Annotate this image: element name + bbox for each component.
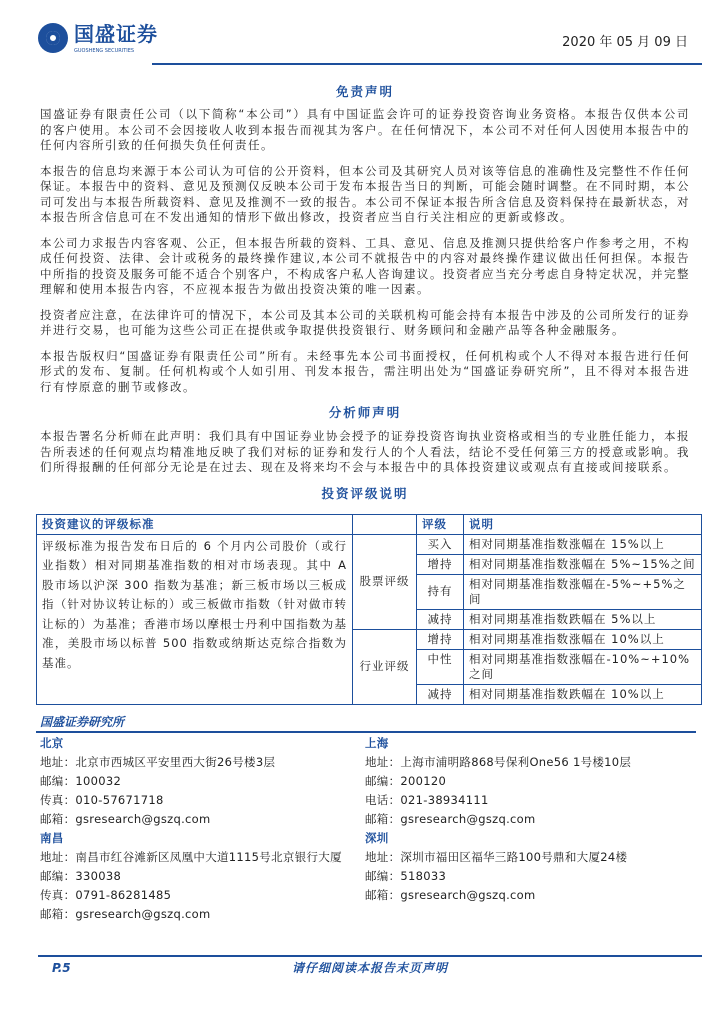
office-phone: 电话：021-38934111	[365, 793, 489, 807]
logo-icon	[38, 23, 68, 53]
office-beijing	[40, 734, 362, 829]
office-shenzhen	[365, 829, 687, 905]
disclaimer-paragraph: 本报告的信息均来源于本公司认为可信的公开资料，但本公司及其研究人员对该等信息的准确性及完整性不作任何保证。本报告中的资料、意见及预测仅反映本公司于发布本报告当日的判断，可能会随时调整。在不同时期，本公司可发出与本报告所载资料、意见及推测不一致的报告。本公司不保证本报告所含信息及资料保持在最新状态，对本报告所含信息可在不发出通知的情形下做出修改，投资者应当自行关注相应的更新或修改。	[40, 163, 690, 224]
footer-divider	[38, 955, 702, 957]
header-divider	[152, 63, 702, 65]
rating-criteria: 评级标准为报告发布日后的 6 个月内公司股价（或行业指数）相对同期基准指数的相对市场表现。其中 A 股市场以沪深 300 指数为基准；新三板市场以三板成指（针对协议转让标的）或三板做市指数（针对做市转让标的）为基准；香港市场以摩根士丹利中国指数为基准，美股市场以标普 500 指数或纳斯达克综合指数为基准。	[37, 534, 353, 704]
group-label: 行业评级	[353, 629, 417, 704]
description-cell: 相对同期基准指数涨幅在 5%~15%之间	[464, 554, 702, 574]
office-shanghai	[365, 734, 687, 829]
header-rating: 评级	[417, 514, 464, 534]
city-name: 南昌	[40, 831, 64, 845]
city-name: 深圳	[365, 831, 389, 845]
description-cell: 相对同期基准指数涨幅在 10%以上	[464, 629, 702, 649]
office-address: 地址：南昌市红谷滩新区凤凰中大道1115号北京银行大厦	[40, 850, 342, 864]
office-email[interactable]: 邮箱：gsresearch@gszq.com	[365, 812, 536, 826]
logo-subtext: GUOSHENG SECURITIES	[74, 48, 135, 54]
city-name: 上海	[365, 736, 389, 750]
analyst-title: 分析师声明	[328, 405, 402, 420]
logo-text: 国盛证券	[74, 22, 158, 46]
header-description: 说明	[464, 514, 702, 534]
rating-cell: 中性	[417, 649, 464, 684]
disclaimer-paragraph: 国盛证券有限责任公司（以下简称“本公司”）具有中国证监会许可的证券投资咨询业务资格。本报告仅供本公司的客户使用。本公司不会因接收人收到本报告而视其为客户。在任何情况下，本公司不对任何人因使用本报告中的任何内容所引致的任何损失负任何责任。	[40, 107, 690, 152]
main-content	[40, 84, 696, 705]
rating-cell: 增持	[417, 629, 464, 649]
description-cell: 相对同期基准指数涨幅在-10%~+10%之间	[464, 649, 702, 684]
institute-divider	[36, 731, 696, 733]
footer-note: 请仔细阅读本报告末页声明	[291, 961, 448, 975]
header-empty	[353, 514, 417, 534]
contacts	[40, 734, 700, 934]
office-fax: 传真：0791-86281485	[40, 888, 172, 902]
office-fax: 传真：010-57671718	[40, 793, 164, 807]
rating-table	[36, 514, 702, 705]
office-postcode: 邮编：518033	[365, 869, 447, 883]
report-date: 2020 年 05 月 09 日	[562, 35, 688, 50]
group-label: 股票评级	[353, 534, 417, 629]
office-email[interactable]: 邮箱：gsresearch@gszq.com	[40, 812, 211, 826]
disclaimer-paragraph: 投资者应注意，在法律许可的情况下，本公司及其本公司的关联机构可能会持有本报告中涉及的公司所发行的证券并进行交易，也可能为这些公司正在提供或争取提供投资银行、财务顾问和金融产品等各种金融服务。	[40, 307, 690, 337]
company-logo	[38, 20, 158, 60]
office-nanchang	[40, 829, 362, 924]
analyst-statement: 本报告署名分析师在此声明：我们具有中国证券业协会授予的证券投资咨询执业资格或相当的专业胜任能力，本报告所表述的任何观点均精准地反映了我们对标的证券和发行人的个人看法，结论不受任何第三方的授意或影响。我们所得报酬的任何部分无论是在过去、现在及将来均不会与本报告中的具体投资建议或观点有直接或间接联系。	[40, 429, 690, 474]
office-address: 地址：深圳市福田区福华三路100号鼎和大厦24楼	[365, 850, 628, 864]
page-number: P.5	[52, 961, 71, 975]
rating-cell: 增持	[417, 554, 464, 574]
office-email[interactable]: 邮箱：gsresearch@gszq.com	[365, 888, 536, 902]
description-cell: 相对同期基准指数跌幅在 5%以上	[464, 609, 702, 629]
header-criteria: 投资建议的评级标准	[37, 514, 353, 534]
office-postcode: 邮编：100032	[40, 774, 122, 788]
rating-cell: 买入	[417, 534, 464, 554]
rating-cell: 持有	[417, 574, 464, 609]
office-email[interactable]: 邮箱：gsresearch@gszq.com	[40, 907, 211, 921]
disclaimer-paragraph: 本公司力求报告内容客观、公正，但本报告所载的资料、工具、意见、信息及推测只提供给客户作参考之用，不构成任何投资、法律、会计或税务的最终操作建议,本公司不就报告中的内容对最终操作建议做出任何担保。本报告中所指的投资及服务可能不适合个别客户，不构成客户私人咨询建议。投资者应当充分考虑自身特定状况，并完整理解和使用本报告内容，不应视本报告为做出投资决策的唯一因素。	[40, 235, 690, 296]
description-cell: 相对同期基准指数跌幅在 10%以上	[464, 684, 702, 704]
disclaimer-paragraph: 本报告版权归“国盛证券有限责任公司”所有。未经事先本公司书面授权，任何机构或个人不得对本报告进行任何形式的发布、复制。任何机构或个人如引用、刊发本报告，需注明出处为“国盛证券研究所”，且不得对本报告进行有悖原意的删节或修改。	[40, 348, 690, 394]
description-cell: 相对同期基准指数涨幅在-5%~+5%之间	[464, 574, 702, 609]
city-name: 北京	[40, 736, 64, 750]
office-postcode: 邮编：330038	[40, 869, 122, 883]
rating-title: 投资评级说明	[321, 485, 409, 501]
description-cell: 相对同期基准指数涨幅在 15%以上	[464, 534, 702, 554]
office-postcode: 邮编：200120	[365, 774, 447, 788]
disclaimer-title: 免责声明	[335, 84, 394, 99]
office-address: 地址：上海市浦明路868号保利One56 1号楼10层	[365, 755, 632, 769]
table-row	[37, 534, 702, 554]
table-header-row	[37, 514, 702, 534]
rating-cell: 减持	[417, 609, 464, 629]
rating-cell: 减持	[417, 684, 464, 704]
institute-title: 国盛证券研究所	[40, 715, 125, 729]
office-address: 地址：北京市西城区平安里西大街26号楼3层	[40, 755, 276, 769]
